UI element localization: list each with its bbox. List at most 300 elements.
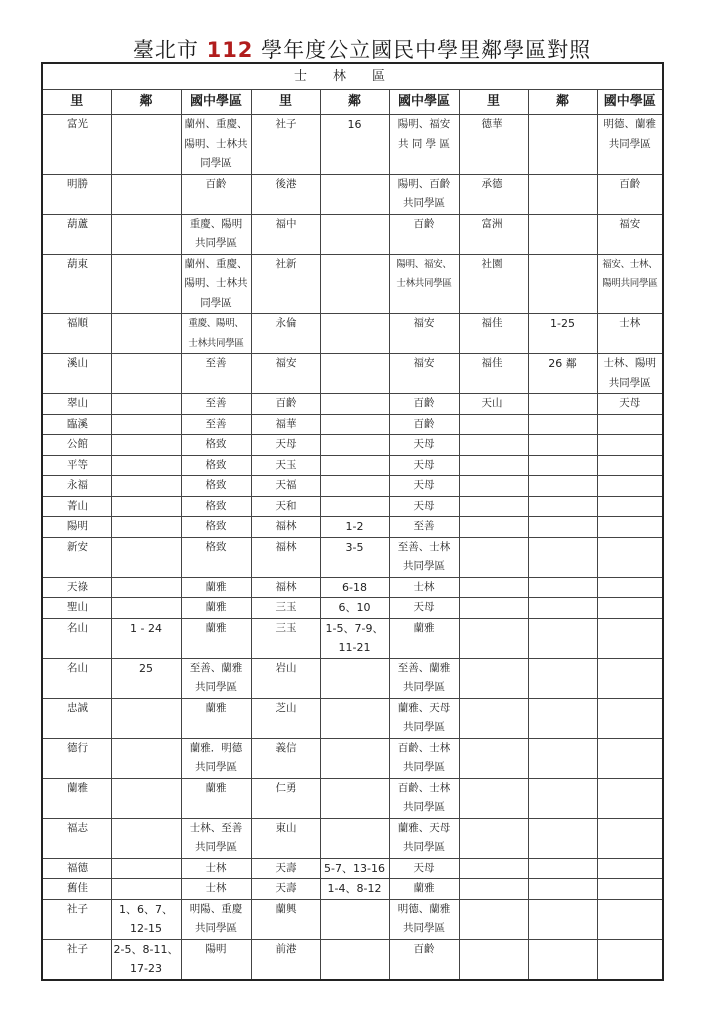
cell-text: 天母 [413,438,435,450]
cell-li [251,394,320,415]
cell-lin [528,517,597,538]
cell-li [251,435,320,456]
column-headers [42,90,663,115]
column-header: 里 [251,90,320,115]
cell-lin [320,879,389,900]
cell-lin [528,174,597,214]
cell-school [181,778,251,818]
cell-li [251,314,320,354]
cell-lin [528,254,597,314]
cell-li [251,254,320,314]
cell-li [42,698,111,738]
cell-school [181,214,251,254]
cell-text: 陽明、福安、 士林共同學區 [396,258,452,289]
cell-school [597,414,663,435]
cell-text: 社子 [275,118,297,130]
cell-lin [528,778,597,818]
cell-text: 格致 [205,458,227,471]
cell-li [251,858,320,879]
cell-school [181,577,251,598]
cell-text: 蘭雅 [205,701,227,714]
cell-lin [528,115,597,175]
column-header: 鄰 [528,90,597,115]
cell-school [597,738,663,778]
cell-text: 社子 [67,942,88,955]
cell-lin [111,414,181,435]
cell-text: 名山 [67,621,88,634]
cell-lin [320,778,389,818]
cell-li [42,455,111,476]
cell-lin [111,577,181,598]
cell-text: 士林 [205,882,227,894]
table-row [42,598,663,619]
cell-lin [528,899,597,939]
cell-school [389,394,459,415]
cell-school [389,115,459,175]
cell-lin [111,435,181,456]
cell-school [389,899,459,939]
cell-school [597,537,663,577]
cell-text: 百齡 [619,177,641,190]
cell-lin [528,698,597,738]
cell-li [251,115,320,175]
cell-li [251,939,320,980]
cell-school [181,414,251,435]
cell-text: 明勝 [67,177,88,190]
cell-text: 臨溪 [67,417,88,430]
cell-text: 菁山 [67,499,88,512]
cell-text: 天母 [413,479,435,491]
cell-text: 至善、蘭雅 共同學區 [397,661,451,693]
cell-li [42,414,111,435]
cell-lin [528,858,597,879]
cell-text: 百齡 [275,397,297,409]
cell-school [181,455,251,476]
cell-li [42,818,111,858]
table-row [42,577,663,598]
cell-text: 陽明 [67,520,88,532]
page-title [0,34,724,64]
cell-lin [111,517,181,538]
cell-text: 福志 [67,821,88,834]
column-header: 國中學區 [181,90,251,115]
cell-lin [111,598,181,619]
cell-school [597,314,663,354]
cell-lin [111,174,181,214]
cell-text: 士林、陽明 共同學區 [603,357,657,389]
cell-school [389,537,459,577]
cell-text: 天壽 [275,882,297,894]
cell-text: 天母 [413,499,435,512]
cell-lin [320,537,389,577]
cell-lin [528,394,597,415]
cell-li [459,174,528,214]
cell-text: 蘭雅 [205,621,227,634]
cell-school [389,818,459,858]
cell-li [42,939,111,980]
cell-li [251,618,320,658]
cell-text: 翠山 [67,397,88,409]
cell-text: 25 [139,661,153,675]
table-row [42,658,663,698]
cell-text: 福佳 [481,357,503,369]
table-row [42,537,663,577]
cell-text: 蘭雅 [413,882,435,894]
cell-text: 平等 [67,458,88,471]
district-name: 士林區 [42,63,663,90]
cell-li [251,778,320,818]
table-row [42,214,663,254]
cell-school [389,618,459,658]
cell-li [459,778,528,818]
table-row [42,778,663,818]
cell-li [459,658,528,698]
table-row [42,476,663,497]
cell-text: 三玉 [275,621,297,634]
cell-text: 至善、士林 共同學區 [397,540,451,572]
cell-lin [111,394,181,415]
cell-school [389,414,459,435]
cell-lin [111,214,181,254]
cell-school [597,858,663,879]
cell-text: 1-5、7-9、 11-21 [325,621,384,654]
table-row [42,455,663,476]
cell-school [181,254,251,314]
cell-school [181,314,251,354]
column-header: 鄰 [320,90,389,115]
cell-text: 福華 [275,417,297,430]
cell-lin [528,496,597,517]
cell-li [251,476,320,497]
title-year: 112 [206,38,254,62]
cell-lin [111,618,181,658]
cell-li [459,939,528,980]
cell-text: 蘭雅 [67,781,88,794]
cell-li [42,537,111,577]
cell-li [251,899,320,939]
cell-school [181,658,251,698]
table-row [42,435,663,456]
cell-li [42,476,111,497]
cell-li [251,517,320,538]
cell-text: 社園 [481,257,503,270]
cell-text: 後港 [275,177,297,190]
cell-school [181,698,251,738]
cell-school [181,818,251,858]
cell-lin [320,517,389,538]
cell-lin [320,354,389,394]
cell-text: 名山 [67,661,88,674]
cell-school [181,939,251,980]
cell-lin [320,939,389,980]
cell-lin [111,115,181,175]
cell-li [459,354,528,394]
cell-text: 士林 [413,580,435,593]
cell-text: 天母 [275,438,297,450]
cell-text: 1-4、8-12 [327,882,382,895]
cell-text: 重慶、陽明、 士林共同學區 [188,318,244,349]
cell-school [181,174,251,214]
cell-lin [320,698,389,738]
cell-lin [320,115,389,175]
cell-lin [111,778,181,818]
cell-lin [528,577,597,598]
cell-text: 福順 [67,317,88,329]
title-prefix: 臺北市 [132,38,199,62]
cell-text: 3-5 [345,540,364,554]
cell-text: 福林 [275,580,297,593]
cell-text: 百齡 [413,942,435,955]
table-row [42,738,663,778]
cell-text: 蘭雅．明德 共同學區 [189,741,243,773]
cell-text: 舊佳 [67,882,88,894]
cell-text: 葫蘆 [67,217,88,230]
cell-school [181,517,251,538]
cell-school [597,496,663,517]
cell-text: 義信 [275,741,297,754]
cell-text: 德華 [481,118,503,130]
cell-li [251,414,320,435]
cell-text: 福安 [275,357,297,369]
cell-school [181,537,251,577]
cell-li [42,658,111,698]
cell-text: 天母 [413,601,435,613]
cell-li [42,577,111,598]
cell-li [459,899,528,939]
cell-text: 百齡 [205,177,227,190]
cell-li [42,214,111,254]
cell-text: 蘭雅 [205,601,227,613]
cell-school [597,818,663,858]
cell-text: 重慶、陽明 共同學區 [189,217,243,249]
cell-school [597,214,663,254]
cell-school [597,476,663,497]
cell-school [181,115,251,175]
cell-school [389,354,459,394]
cell-text: 天母 [619,397,641,409]
cell-text: 格致 [205,479,227,491]
cell-lin [320,658,389,698]
cell-school [181,899,251,939]
cell-text: 永倫 [275,317,297,329]
cell-text: 陽明、百齡 共同學區 [397,177,451,209]
cell-text: 蘭興 [275,902,297,915]
column-header: 鄰 [111,90,181,115]
cell-text: 東山 [275,821,297,834]
cell-lin [528,738,597,778]
cell-lin [528,455,597,476]
column-header: 國中學區 [389,90,459,115]
cell-school [181,476,251,497]
cell-school [181,435,251,456]
table-row [42,254,663,314]
cell-school [597,698,663,738]
cell-li [251,698,320,738]
cell-school [389,314,459,354]
cell-school [597,939,663,980]
cell-text: 百齡 [413,217,435,230]
cell-lin [528,879,597,900]
cell-school [181,738,251,778]
cell-lin [111,476,181,497]
cell-li [459,314,528,354]
cell-text: 天玉 [275,458,297,471]
cell-text: 福佳 [481,317,503,329]
cell-text: 福安 [619,217,641,230]
cell-li [459,394,528,415]
cell-lin [320,738,389,778]
cell-li [459,455,528,476]
cell-text: 岩山 [275,661,297,674]
cell-text: 明德、蘭雅 共同學區 [603,118,657,150]
cell-li [251,214,320,254]
cell-lin [320,496,389,517]
cell-school [389,174,459,214]
cell-lin [111,899,181,939]
cell-lin [111,314,181,354]
cell-text: 百齡 [413,417,435,430]
cell-li [42,778,111,818]
cell-text: 百齡 [413,397,435,409]
cell-text: 福安 [413,317,435,329]
cell-school [389,738,459,778]
cell-li [42,115,111,175]
cell-school [181,354,251,394]
cell-lin [320,577,389,598]
cell-lin [528,414,597,435]
cell-lin [320,618,389,658]
cell-text: 陽明、福安 共 同 學 區 [397,118,451,150]
cell-text: 5-7、13-16 [324,861,385,875]
cell-text: 6-18 [342,580,367,594]
cell-li [42,435,111,456]
cell-text: 百齡、士林 共同學區 [397,781,451,813]
cell-text: 福林 [275,540,297,553]
cell-lin [111,354,181,394]
cell-school [389,214,459,254]
cell-lin [320,598,389,619]
cell-text: 天福 [275,479,297,491]
table-row [42,698,663,738]
cell-lin [528,354,597,394]
cell-text: 格致 [205,499,227,512]
cell-text: 永福 [67,479,88,491]
cell-li [42,174,111,214]
cell-school [389,858,459,879]
cell-text: 福安 [413,357,435,369]
cell-school [597,598,663,619]
cell-text: 百齡、士林 共同學區 [397,741,451,773]
cell-li [251,658,320,698]
cell-school [181,879,251,900]
table-row [42,496,663,517]
column-header: 里 [42,90,111,115]
cell-li [42,517,111,538]
cell-lin [528,214,597,254]
cell-text: 明陽、重慶 共同學區 [189,902,243,934]
cell-text: 公館 [67,438,88,450]
table-row [42,174,663,214]
cell-li [459,435,528,456]
cell-lin [320,314,389,354]
table-row [42,858,663,879]
cell-lin [111,879,181,900]
cell-lin [320,174,389,214]
cell-school [389,598,459,619]
cell-text: 至善 [205,417,227,430]
cell-li [251,496,320,517]
cell-text: 明德、蘭雅 共同學區 [397,902,451,934]
cell-text: 承德 [481,177,503,190]
cell-text: 蘭雅、天母 共同學區 [397,821,451,853]
cell-lin [111,658,181,698]
table-row [42,517,663,538]
cell-text: 格致 [205,438,227,450]
cell-school [389,879,459,900]
cell-text: 2-5、8-11、 17-23 [113,942,179,975]
cell-li [42,496,111,517]
cell-text: 德行 [67,741,88,754]
cell-lin [320,435,389,456]
cell-lin [111,254,181,314]
cell-school [597,577,663,598]
cell-li [459,517,528,538]
cell-text: 社子 [67,902,88,915]
cell-li [251,577,320,598]
cell-text: 忠誠 [67,701,88,714]
cell-li [42,254,111,314]
cell-lin [528,537,597,577]
cell-li [459,598,528,619]
cell-li [42,618,111,658]
cell-li [42,858,111,879]
cell-li [251,879,320,900]
cell-school [389,577,459,598]
cell-li [42,354,111,394]
cell-text: 三玉 [275,601,297,613]
cell-school [597,254,663,314]
cell-school [597,115,663,175]
cell-school [597,455,663,476]
cell-text: 格致 [205,540,227,553]
cell-li [459,254,528,314]
cell-text: 天和 [275,499,297,512]
cell-li [251,738,320,778]
cell-lin [320,899,389,939]
cell-school [181,618,251,658]
cell-li [459,414,528,435]
cell-li [459,879,528,900]
cell-lin [320,476,389,497]
cell-text: 富光 [67,118,88,130]
cell-li [459,618,528,658]
cell-lin [528,939,597,980]
cell-li [459,698,528,738]
cell-school [181,858,251,879]
cell-lin [320,414,389,435]
cell-li [251,174,320,214]
cell-text: 天母 [413,458,435,471]
cell-li [459,214,528,254]
cell-li [459,577,528,598]
school-district-table [41,62,664,981]
cell-lin [528,818,597,858]
cell-text: 天母 [413,861,435,874]
cell-text: 聖山 [67,601,88,613]
cell-school [597,435,663,456]
cell-text: 社新 [275,257,297,270]
cell-text: 士林 [205,861,227,874]
